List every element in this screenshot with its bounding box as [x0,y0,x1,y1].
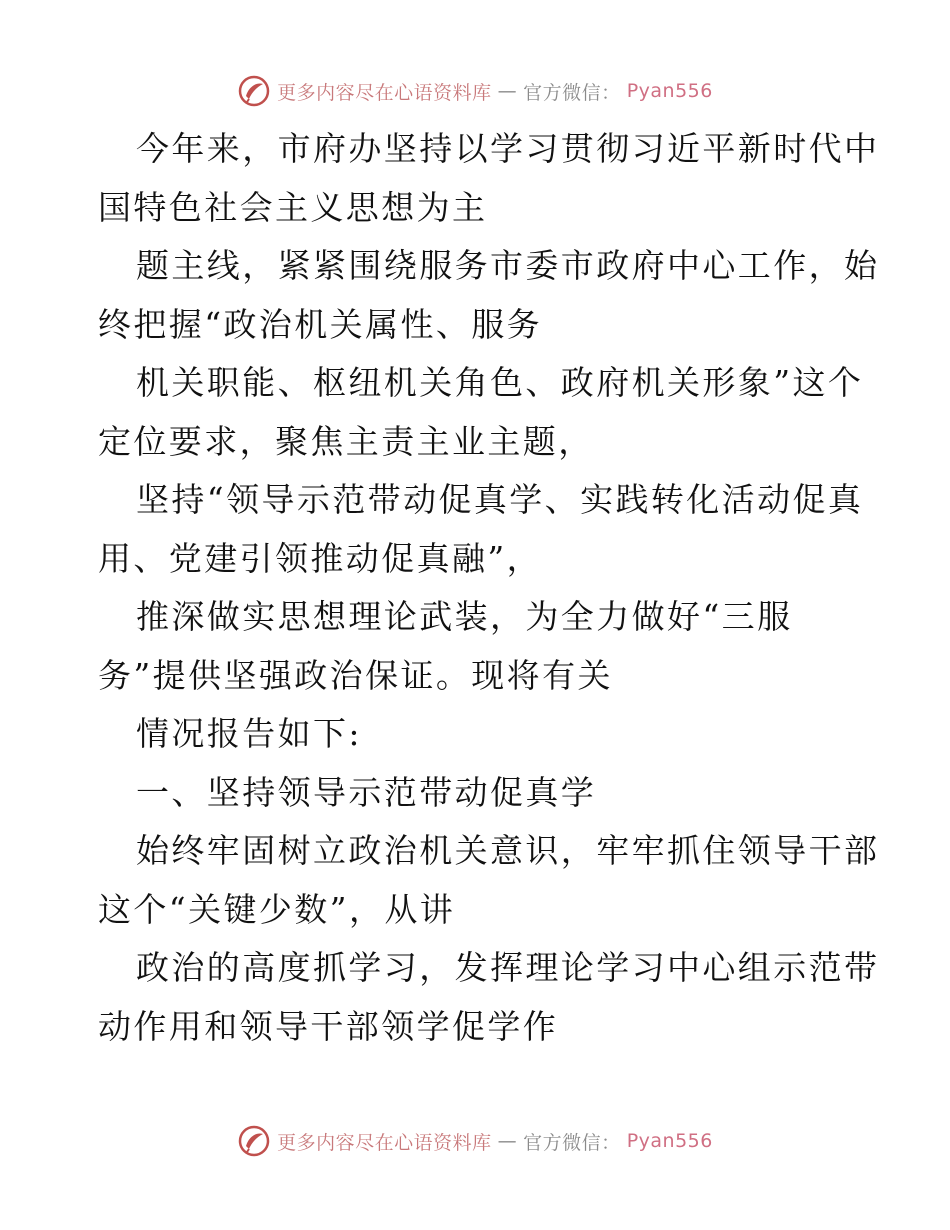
body-line: 今年来，市府办坚持以学习贯彻习近平新时代中 [136,129,880,168]
section-heading: 一、坚持领导示范带动促真学 [136,772,597,812]
pen-swirl-logo-icon [237,1124,271,1158]
watermark-brand: 更多内容尽在心语资料库 [277,81,492,104]
body-line: 政治的高度抓学习，发挥理论学习中心组示范带 [136,948,880,987]
document-body [98,120,880,1056]
body-line: 情况报告如下: [136,714,362,753]
header-watermark [0,74,950,108]
body-line: 终把握“政治机关属性、服务 [98,304,543,344]
watermark-brand: 更多内容尽在心语资料库 [277,1131,492,1154]
body-line: 机关职能、枢纽机关角色、政府机关形象”这个 [136,363,864,402]
body-line: 始终牢固树立政治机关意识，牢牢抓住领导干部 [136,831,880,870]
body-line: 定位要求，聚焦主责主业主题， [98,421,594,461]
watermark-account: Pyan556 [626,1130,713,1152]
footer-watermark [0,1124,950,1158]
body-line: 用、党建引领推动促真融”， [98,538,543,578]
watermark-dash: — [497,80,518,102]
watermark-account: Pyan556 [626,80,713,102]
pen-swirl-logo-icon [237,74,271,108]
watermark-official: 官方微信： [523,81,621,104]
watermark-official: 官方微信： [523,1131,621,1154]
body-line: 动作用和领导干部领学促学作 [98,1006,559,1046]
body-line: 务”提供坚强政治保证。现将有关 [98,655,613,695]
body-line: 国特色社会主义思想为主 [98,187,488,227]
body-line: 题主线，紧紧围绕服务市委市政府中心工作，始 [136,246,880,285]
watermark-dash: — [497,1130,518,1152]
body-line: 这个“关键少数”，从讲 [98,889,456,929]
body-line: 推深做实思想理论武装，为全力做好“三服 [136,597,793,636]
body-line: 坚持“领导示范带动促真学、实践转化活动促真 [136,480,864,519]
